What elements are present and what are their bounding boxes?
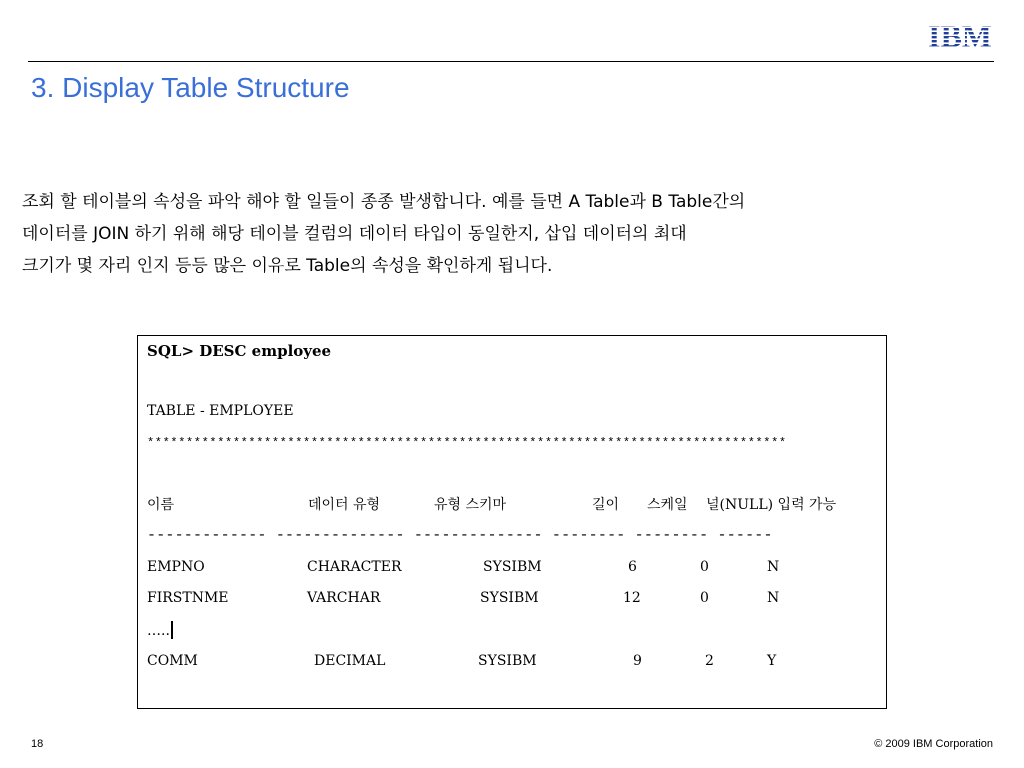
- table-name-line: TABLE - EMPLOYEE: [147, 403, 294, 419]
- body-line: 데이터를 JOIN 하기 위해 해당 테이블 컬럼의 데이터 타입이 동일한지, 삽입 데이터의 최대: [22, 224, 687, 244]
- column-header: 유형 스키마: [434, 497, 507, 513]
- row-cell: SYSIBM: [478, 653, 537, 669]
- row-cell: COMM: [147, 653, 198, 669]
- row-cell: N: [767, 559, 780, 575]
- row-cell: SYSIBM: [480, 590, 539, 606]
- column-header: 널(NULL) 입력 가능: [706, 497, 837, 513]
- copyright: © 2009 IBM Corporation: [874, 738, 993, 750]
- column-header: 데이터 유형: [308, 497, 381, 513]
- row-cell: SYSIBM: [483, 559, 542, 575]
- row-cell: CHARACTER: [307, 559, 402, 575]
- text-cursor: [171, 621, 173, 639]
- row-cell: DECIMAL: [314, 653, 386, 669]
- row-cell: VARCHAR: [307, 590, 381, 606]
- body-line: 조회 할 테이블의 속성을 파악 해야 할 일들이 종종 발생합니다. 예를 들면 A Table과 B Table간의: [22, 192, 746, 212]
- row-cell: 6: [628, 559, 637, 575]
- ibm-logo: [926, 20, 994, 51]
- svg-text:IBM: IBM: [928, 20, 992, 51]
- separator-stars: **********************************************************************************: [147, 436, 787, 450]
- sql-command: SQL> DESC employee: [147, 342, 332, 360]
- slide-title: 3. Display Table Structure: [31, 72, 350, 103]
- row-cell: EMPNO: [147, 559, 205, 575]
- row-cell: N: [767, 590, 780, 606]
- row-cell: 0: [700, 559, 709, 575]
- column-header: 길이: [592, 497, 620, 513]
- body-paragraph: [22, 186, 1012, 282]
- row-cell: Y: [767, 653, 777, 669]
- ellipsis-text: …..: [147, 623, 170, 639]
- row-cell: 9: [633, 653, 642, 669]
- row-cell: FIRSTNME: [147, 590, 229, 606]
- row-cell: 2: [705, 653, 714, 669]
- row-cell: 12: [623, 590, 641, 606]
- terminal-screenshot: [137, 335, 887, 709]
- body-line: 크기가 몇 자리 인지 등등 많은 이유로 Table의 속성을 확인하게 됩니다.: [22, 256, 553, 276]
- column-header: 이름: [147, 497, 175, 513]
- separator-dashes: ------------- -------------- -------------- -------- -------- ------: [147, 527, 773, 544]
- header-rule: [28, 61, 994, 62]
- row-cell: 0: [700, 590, 709, 606]
- page-number: 18: [31, 738, 44, 750]
- column-header: 스케일: [647, 497, 688, 513]
- ellipsis-line: [147, 621, 173, 640]
